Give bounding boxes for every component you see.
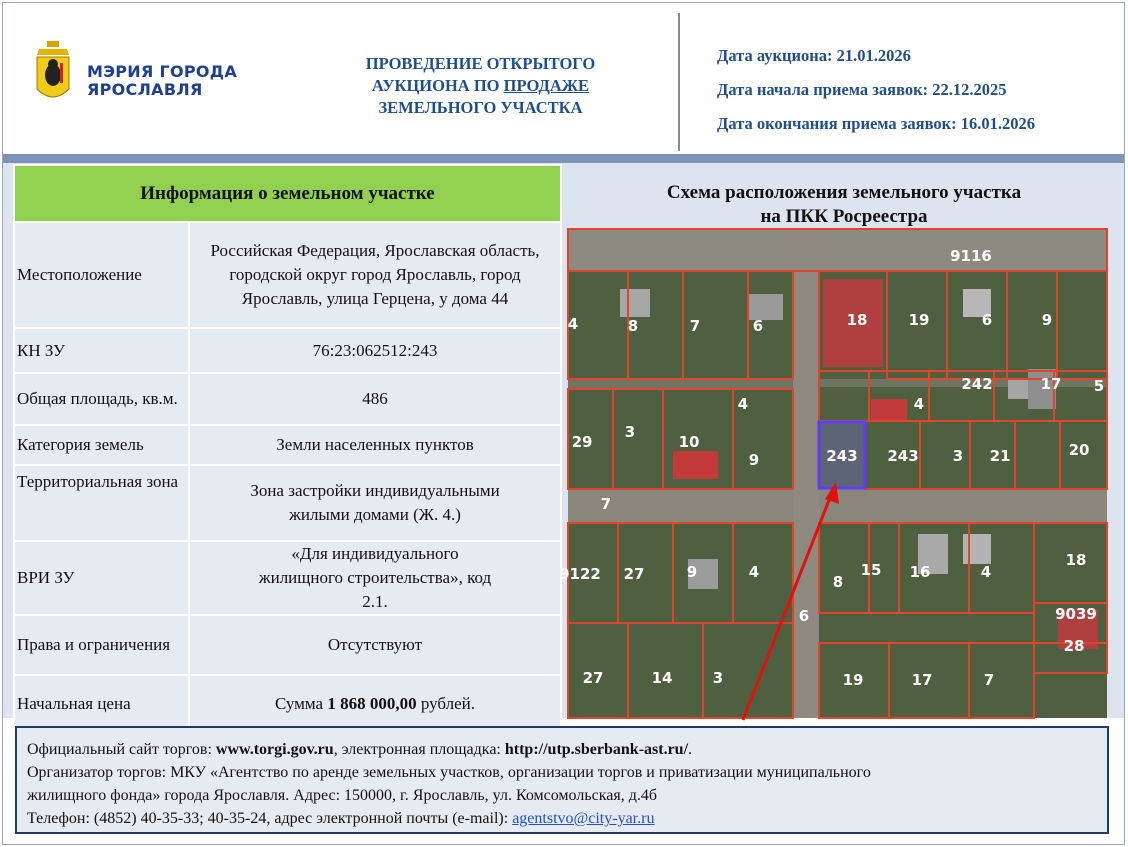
row-value-start-price: Сумма 1 868 000,00 рублей. — [189, 675, 561, 733]
footer-line-3: жилищного фонда» города Ярославля. Адрес: 150000, г. Ярославль, ул. Комсомольская, д.4б — [27, 787, 657, 804]
row-label-start-price: Начальная цена — [14, 675, 189, 733]
parcel-number-label: 10 — [678, 433, 700, 451]
row-label-rights: Права и ограничения — [14, 615, 189, 675]
parcel-number-label: 3 — [952, 447, 964, 465]
title-line-1: ПРОВЕДЕНИЕ ОТКРЫТОГО — [365, 54, 596, 73]
parcel-number-label: 4 — [913, 395, 925, 413]
header-divider — [678, 13, 680, 151]
parcel-number-label: 19 — [908, 311, 930, 329]
auction-dates — [717, 45, 1035, 147]
parcel-number-label: 7 — [689, 317, 701, 335]
row-value-category: Земли населенных пунктов — [189, 425, 561, 465]
table-row — [14, 465, 561, 541]
auction-date: Дата аукциона: 21.01.2026 — [717, 46, 911, 65]
map-title-line-2: на ПКК Росреестра — [760, 206, 928, 227]
parcel-number-label: 4 — [748, 563, 760, 581]
table-row — [14, 222, 561, 328]
parcel-number-label: 7 — [983, 671, 995, 689]
table-row — [14, 373, 561, 425]
parcel-number-label: 8 — [832, 573, 844, 591]
parcel-number-label: 3 — [624, 423, 636, 441]
parcel-number-label: 9116 — [950, 247, 992, 265]
applications-start-date: Дата начала приема заявок: 22.12.2025 — [717, 80, 1007, 99]
parcel-number-label: 21 — [989, 447, 1011, 465]
title-line-2: АУКЦИОНА ПО ПРОДАЖЕ — [371, 76, 590, 95]
logo-line-1: МЭРИЯ ГОРОДА — [87, 62, 238, 81]
parcel-number-label: 6 — [752, 317, 764, 335]
row-value-area: 486 — [189, 373, 561, 425]
parcel-number-label: 5 — [1093, 377, 1105, 395]
parcel-number-label: 29 — [571, 433, 593, 451]
announcement-title — [333, 53, 628, 119]
footer-line-2: Организатор торгов: МКУ «Агентство по аренде земельных участков, организации торгов и приватизации муниципального — [27, 764, 871, 781]
parcel-number-label: 9 — [748, 451, 760, 469]
header — [3, 3, 1124, 154]
footer-line-1: Официальный сайт торгов: www.torgi.gov.ru, электронная площадка: http://utp.sberbank-ast.ru/. — [27, 741, 693, 758]
parcel-number-label: 4 — [980, 563, 992, 581]
parcel-number-label: 28 — [1063, 637, 1085, 655]
parcel-number-label: 17 — [1040, 375, 1062, 393]
parcel-number-label: 3 — [712, 669, 724, 687]
pointer-arrow-icon — [730, 480, 850, 725]
logo-line-2: ЯРОСЛАВЛЯ — [87, 80, 203, 99]
land-info-table — [13, 164, 562, 734]
row-label-permitted-use: ВРИ ЗУ — [14, 541, 189, 615]
row-label-location: Местоположение — [14, 222, 189, 328]
parcel-number-label: 9 — [1041, 311, 1053, 329]
footer-line-4: Телефон: (4852) 40-35-33; 40-35-24, адрес электронной почты (e-mail): agentstvo@city-yar.ru — [27, 810, 655, 827]
torgi-site[interactable]: www.torgi.gov.ru — [215, 741, 334, 758]
parcel-number-label: 243 — [887, 447, 919, 465]
row-value-rights: Отсутствуют — [189, 615, 561, 675]
row-label-area: Общая площадь, кв.м. — [14, 373, 189, 425]
sberbank-ast-site[interactable]: http://utp.sberbank-ast.ru/ — [504, 741, 689, 758]
info-heading: Информация о земельном участке — [14, 165, 561, 222]
parcel-number-label: 14 — [651, 669, 673, 687]
parcel-number-label: 15 — [860, 561, 882, 579]
parcel-number-label: 9 — [686, 563, 698, 581]
highlighted-parcel-label: 243 — [826, 447, 858, 465]
row-label-zone: Территориальная зона — [14, 465, 189, 541]
row-label-category: Категория земель — [14, 425, 189, 465]
parcel-number-label: 8 — [627, 317, 639, 335]
parcel-number-label: 17 — [911, 671, 933, 689]
parcel-number-label: 6 — [798, 607, 810, 625]
email-link[interactable]: agentstvo@city-yar.ru — [512, 810, 655, 827]
parcel-number-label: 242 — [961, 375, 993, 393]
parcel-number-label: 4 — [737, 395, 749, 413]
map-title-line-1: Схема расположения земельного участка — [666, 182, 1022, 203]
row-value-cadastral: 76:23:062512:243 — [189, 328, 561, 373]
parcel-number-label: 27 — [623, 565, 645, 583]
yaroslavl-coat-of-arms-icon — [33, 41, 73, 107]
row-value-location: Российская Федерация, Ярославская область, городской округ город Ярославль, город Ярославль, улица Герцена, у дома 44 — [189, 222, 561, 328]
parcel-number-label: 18 — [1065, 551, 1087, 569]
parcel-number-label: 19 — [842, 671, 864, 689]
table-row — [14, 425, 561, 465]
logo-text — [87, 63, 257, 99]
table-row — [14, 328, 561, 373]
row-label-cadastral: КН ЗУ — [14, 328, 189, 373]
row-value-permitted-use: «Для индивидуального жилищного строительства», код 2.1. — [189, 541, 561, 615]
table-row — [14, 541, 561, 615]
applications-end-date: Дата окончания приема заявок: 16.01.2026 — [717, 114, 1036, 133]
parcel-number-label: 9039 — [1055, 605, 1097, 623]
parcel-number-label: 7 — [600, 495, 612, 513]
title-sale-word: ПРОДАЖЕ — [503, 76, 590, 95]
info-table-header — [14, 165, 561, 222]
parcel-number-label: 18 — [846, 311, 868, 329]
parcel-number-label: 20 — [1068, 441, 1090, 459]
footer-info — [15, 726, 1109, 834]
parcel-number-label: 6 — [981, 311, 993, 329]
parcel-number-label: 27 — [582, 669, 604, 687]
header-bar — [3, 154, 1124, 163]
row-value-zone: Зона застройки индивидуальными жилыми домами (Ж. 4.) — [189, 465, 561, 541]
parcel-number-label: 9122 — [559, 565, 601, 583]
table-row — [14, 675, 561, 733]
title-line-3: ЗЕМЕЛЬНОГО УЧАСТКА — [378, 98, 583, 117]
start-price-amount: 1 868 000,00 — [327, 694, 417, 713]
map-title — [568, 181, 1120, 229]
parcel-number-label: 4 — [567, 315, 579, 333]
parcel-number-label: 16 — [909, 563, 931, 581]
table-row — [14, 615, 561, 675]
